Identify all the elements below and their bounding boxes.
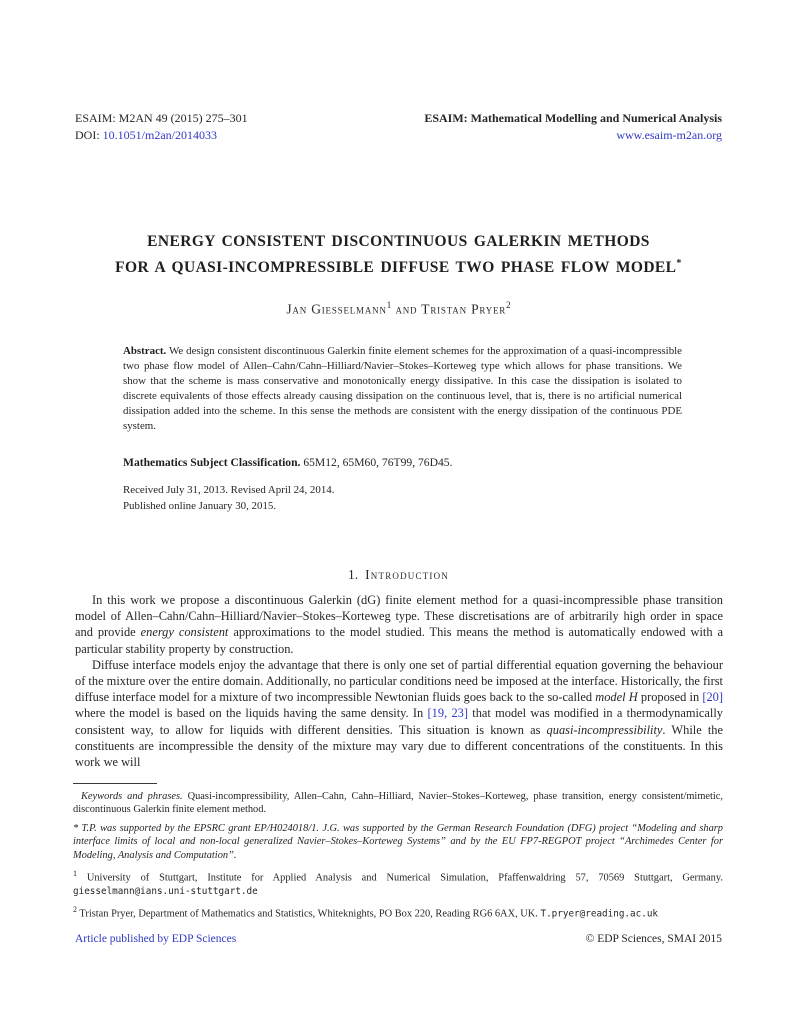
title-footnote-marker: * <box>676 258 682 269</box>
dates-block <box>123 483 682 514</box>
keywords-footnote <box>73 790 723 817</box>
journal-header-left <box>75 110 248 144</box>
doi-line <box>75 127 248 144</box>
p2-emphasis-model-h: model H <box>595 690 638 705</box>
p1-emphasis-energy-consistent: energy consistent <box>140 625 229 640</box>
affiliation-1-email: giesselmann@ians.uni-stuttgart.de <box>73 885 258 897</box>
footnote-rule <box>73 783 157 784</box>
introduction-body <box>75 592 723 770</box>
article-title-line1: ENERGY CONSISTENT DISCONTINUOUS GALERKIN METHODS <box>147 233 650 250</box>
support-footnote <box>73 822 723 862</box>
affiliation-footnote-1 <box>73 867 723 898</box>
affiliation-1-marker: 1 <box>73 869 77 879</box>
journal-name: ESAIM: Mathematical Modelling and Numerical Analysis <box>424 111 722 125</box>
affiliation-2-email: T.pryer@reading.ac.uk <box>540 908 659 920</box>
author-2-affiliation-marker: 2 <box>506 300 511 310</box>
journal-issue: ESAIM: M2AN 49 (2015) 275–301 <box>75 111 248 125</box>
publisher-link[interactable]: Article published by EDP Sciences <box>75 933 237 945</box>
page-footer <box>75 933 722 945</box>
section-title: Introduction <box>365 567 450 582</box>
p2-text-4: that model was modified in a thermodynamically consistent way, to allow for liquids with different densities. This situation is known as <box>75 706 723 737</box>
citation-20-link[interactable]: [20] <box>702 690 723 705</box>
journal-header <box>75 110 722 144</box>
p2-text-1: Diffuse interface models enjoy the advantage that there is only one set of partial differential equation governing the behaviour of the mixture over the entire domain. Additionally, no particular conditions need be imposed at the interface. Historically, the first diffuse interface model for a mixture of two incompressible Newtonian fluids goes back to the so-called <box>75 657 723 705</box>
p2-text-5: . While the constituents are incompressible the density of the mixture may vary due to different concentrations of the constituents. In this work we will <box>75 722 723 770</box>
msc-label: Mathematics Subject Classification. <box>123 456 301 469</box>
msc-line <box>123 456 682 469</box>
support-footnote-text: T.P. was supported by the EPSRC grant EP/H024018/1. J.G. was supported by the German Research Foundation (DFG) project “Modeling and sharp interface limits of local and non-local generalized Navier–Stokes–Korteweg Systems” and by the EU FP7-REGPOT project “Archimedes Center for Modeling, Analysis and Computation”. <box>73 822 723 861</box>
footnotes-block <box>73 783 723 926</box>
article-title-line2-text: FOR A QUASI-INCOMPRESSIBLE DIFFUSE TWO PHASE FLOW MODEL <box>115 259 677 277</box>
section-number: 1. <box>347 567 359 582</box>
p2-text-2: proposed in <box>637 690 703 705</box>
authors-line <box>0 300 797 318</box>
p2-text-3: where the model is based on the liquids having the same density. In <box>75 706 428 721</box>
received-line: Received July 31, 2013. Revised April 24, 2014. <box>123 484 335 496</box>
abstract-label: Abstract. <box>123 345 167 357</box>
affiliation-2-text: Tristan Pryer, Department of Mathematics and Statistics, Whiteknights, PO Box 220, Reading RG6 6AX, UK. <box>77 908 541 920</box>
msc-codes: 65M12, 65M60, 76T99, 76D45. <box>300 456 453 469</box>
authors-connector: and <box>391 301 422 317</box>
abstract-text: We design consistent discontinuous Galerkin finite element schemes for the approximation of a quasi-incompressible two phase flow model of Allen–Cahn/Cahn–Hilliard/Navier–Stokes–Korteweg type which allows for phase transitions. We show that the scheme is mass conservative and monotonically energy dissipative. In this case the dissipation is isolated to discrete equivalents of those effects already causing dissipation on the continuous level, that is, there is no artificial numerical dissipation added into the scheme. In this sense the methods are consistent with the energy dissipation of the continuous PDE system. <box>123 345 682 433</box>
journal-website-link[interactable]: www.esaim-m2an.org <box>616 128 722 142</box>
keywords-text: Quasi-incompressibility, Allen–Cahn, Cahn–Hilliard, Navier–Stokes–Korteweg, phase transition, energy consistent/mimetic, discontinuous Galerkin finite element method. <box>73 791 723 816</box>
affiliation-1-text: University of Stuttgart, Institute for Applied Analysis and Numerical Simulation, Pfaffenwaldring 57, 70569 Stuttgart, Germany. <box>77 872 723 884</box>
keywords-label: Keywords and phrases. <box>81 791 183 802</box>
article-title <box>40 231 757 279</box>
affiliation-2-marker: 2 <box>73 905 77 915</box>
p1-text-1: In this work we propose a discontinuous Galerkin (dG) finite element method for a quasi-incompressible phase transition model of Allen–Cahn/Cahn–Hilliard/Navier–Stokes–Korteweg type. These discretisations are of arbitrarily high order in space and provide <box>75 593 723 640</box>
article-title-line2 <box>40 253 757 279</box>
p1-text-2: approximations to the model studied. This means the method is automatically endowed with a particular stability property by construction. <box>75 625 723 656</box>
intro-paragraph-1 <box>75 592 723 657</box>
affiliation-footnote-2 <box>73 903 723 921</box>
copyright-notice: © EDP Sciences, SMAI 2015 <box>585 933 722 945</box>
author-1-name: Jan Giesselmann <box>286 301 387 317</box>
intro-paragraph-2 <box>75 657 723 770</box>
journal-header-right <box>424 110 722 144</box>
citation-19-23-link[interactable]: [19, 23] <box>427 706 468 721</box>
author-2-name: Tristan Pryer <box>421 301 507 317</box>
abstract-block <box>123 344 682 435</box>
doi-label: DOI: <box>75 128 100 142</box>
p2-emphasis-quasi-incompressibility: quasi-incompressibility <box>546 722 663 737</box>
published-line: Published online January 30, 2015. <box>123 499 277 512</box>
doi-link[interactable]: 10.1051/m2an/2014033 <box>102 128 217 142</box>
author-1-affiliation-marker: 1 <box>386 300 392 310</box>
section-heading-introduction <box>0 567 797 583</box>
support-footnote-marker: * <box>73 822 79 834</box>
